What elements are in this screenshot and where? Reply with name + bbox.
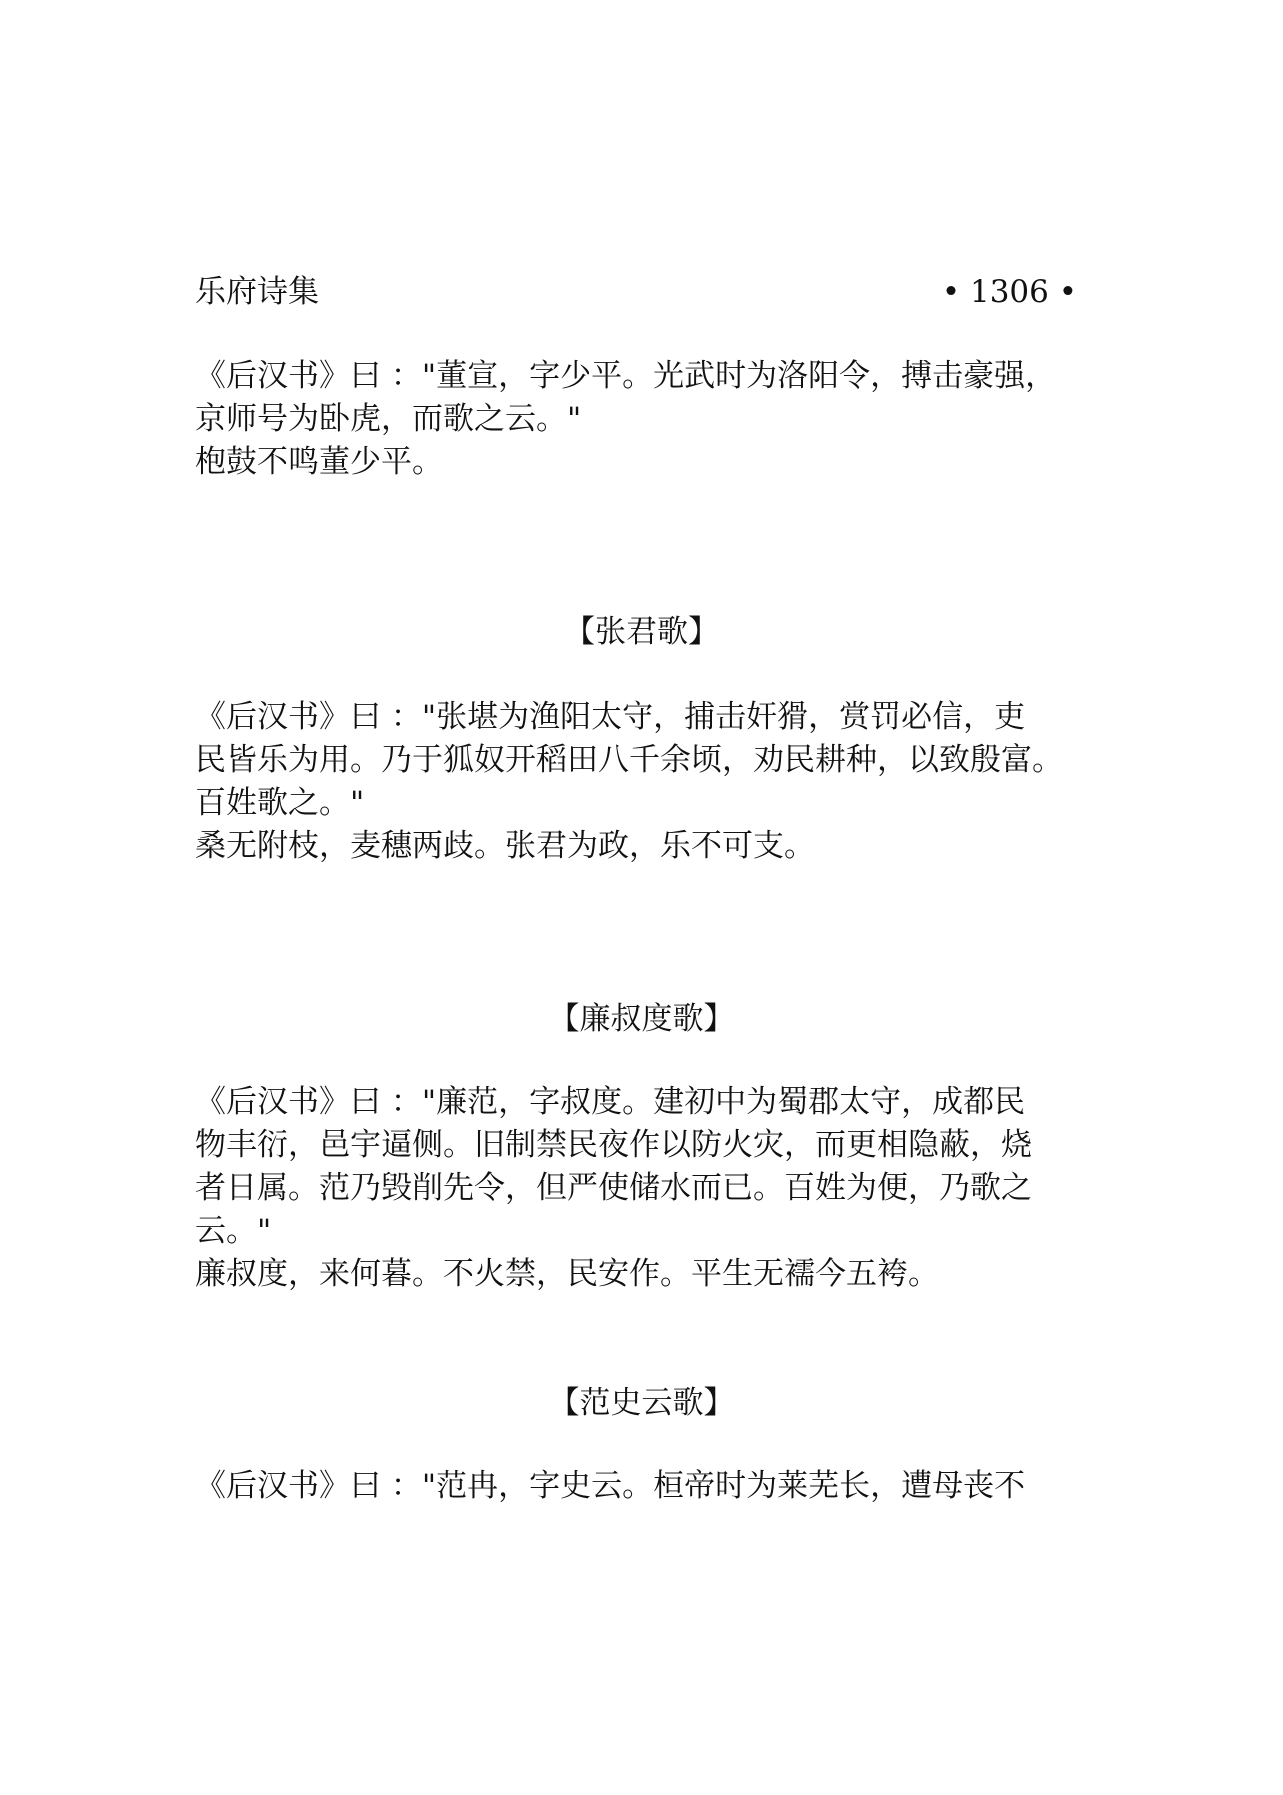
intro-line: 者日属。范乃毁削先令，但严使储水而已。百姓为便，乃歌之 [195, 1170, 1032, 1206]
running-head-book-title: 乐府诗集 [195, 274, 319, 310]
verse-line: 桑无附枝，麦穗两歧。张君为政，乐不可支。 [195, 828, 815, 864]
intro-line: 云。" [195, 1213, 272, 1249]
intro-line: 《后汉书》曰 ："张堪为渔阳太守，捕击奸猾，赏罚必信，吏 [195, 699, 1026, 735]
intro-line: 民皆乐为用。乃于狐奴开稻田八千余顷，劝民耕种，以致殷富。 [195, 742, 1063, 778]
verse-line: 廉叔度，来何暮。不火禁，民安作。平生无襦今五袴。 [195, 1256, 939, 1292]
page-number: • 1306 • [941, 274, 1077, 310]
section-title-zhang-jun-ge: 【张君歌】 [564, 614, 719, 650]
intro-dong-xuan [195, 355, 1115, 484]
intro-line: 京师号为卧虎，而歌之云。" [195, 401, 582, 437]
verse-line: 枹鼓不鸣董少平。 [195, 444, 443, 480]
intro-lian-fan [195, 1081, 1115, 1296]
intro-line: 百姓歌之。" [195, 785, 365, 821]
intro-zhang-kan [195, 696, 1115, 868]
section-title-fan-shi-yun-ge: 【范史云歌】 [548, 1385, 735, 1421]
intro-fan-ran [195, 1465, 1115, 1508]
intro-line: 物丰衍，邑宇逼侧。旧制禁民夜作以防火灾，而更相隐蔽，烧 [195, 1127, 1032, 1163]
intro-line: 《后汉书》曰 ："董宣，字少平。光武时为洛阳令，搏击豪强， [195, 358, 1057, 394]
intro-line: 《后汉书》曰 ："廉范，字叔度。建初中为蜀郡太守，成都民 [195, 1084, 1026, 1120]
intro-line: 《后汉书》曰 ："范冉，字史云。桓帝时为莱芜长，遭母丧不 [195, 1468, 1026, 1504]
section-title-lian-shu-du-ge: 【廉叔度歌】 [548, 1001, 735, 1037]
